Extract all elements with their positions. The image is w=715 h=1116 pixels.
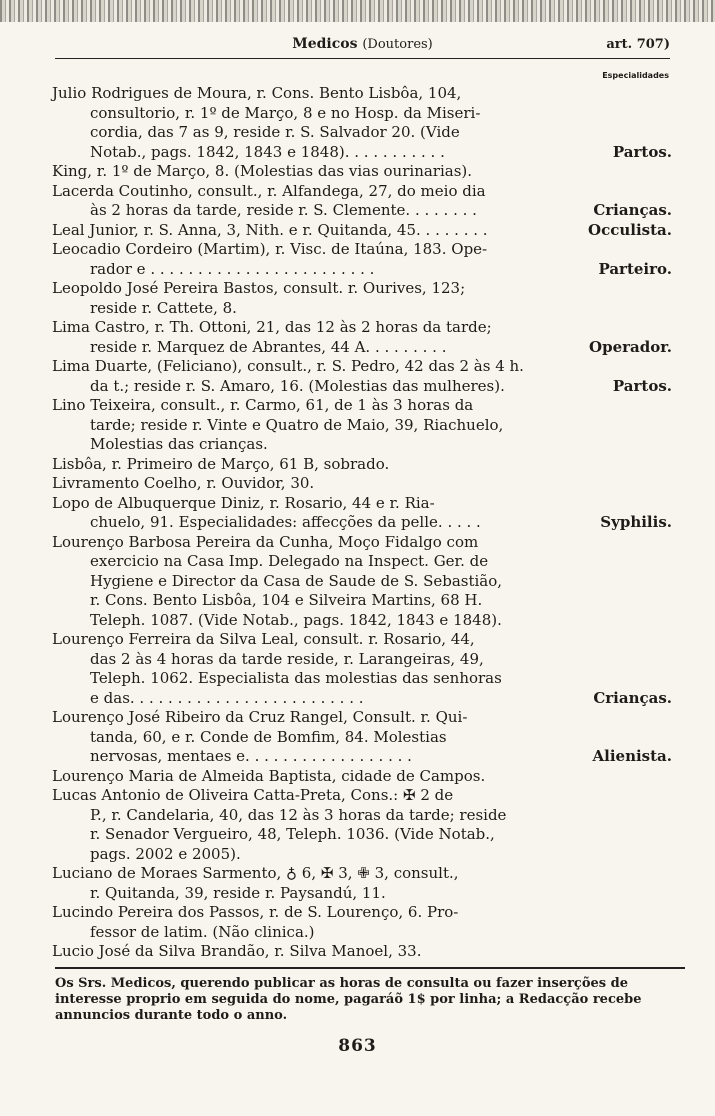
entry-line: Lisbôa, r. Primeiro de Março, 61 B, sobrado. bbox=[52, 454, 390, 473]
entry-line: r. Senador Vergueiro, 48, Teleph. 1036. (Vide Notab., bbox=[90, 825, 495, 843]
physician-entry bbox=[52, 357, 672, 396]
footer-notice: Os Srs. Medicos, querendo publicar as horas de consulta ou fazer inserções de interesse proprio em seguida do nome, pagaráõ 1$ por linha; a Redacção recebe annuncios durante todo o anno. bbox=[55, 976, 642, 1023]
physician-entry bbox=[52, 162, 672, 182]
entry-line: P., r. Candelaria, 40, das 12 às 3 horas da tarde; reside bbox=[90, 805, 507, 824]
physician-entry bbox=[52, 708, 672, 767]
entry-line: fessor de latim. (Não clinica.) bbox=[90, 922, 315, 941]
entry-line: Leopoldo José Pereira Bastos, consult. r. Ourives, 123; bbox=[52, 279, 466, 297]
entry-specialty: Partos. bbox=[609, 377, 672, 397]
physician-entry bbox=[52, 318, 672, 357]
entry-specialty: Occulista. bbox=[584, 221, 672, 241]
entry-line: Teleph. 1062. Especialista das molestias das senhoras bbox=[90, 669, 502, 687]
entry-line: Hygiene e Director da Casa de Saude de S. Sebastião, bbox=[90, 571, 503, 590]
entry-line: Lima Castro, r. Th. Ottoni, 21, das 12 às 2 horas da tarde; bbox=[52, 318, 492, 336]
entry-line: reside r. Cattete, 8. bbox=[90, 298, 237, 317]
entry-line: Luciano de Moraes Sarmento, ♁ 6, ✠ 3, ✙ 3, consult., bbox=[52, 864, 459, 882]
physician-entry bbox=[52, 182, 672, 221]
entry-line: Molestias das crianças. bbox=[90, 435, 268, 453]
entry-line: exercicio na Casa Imp. Delegado na Inspect. Ger. de bbox=[90, 552, 489, 570]
physician-entry bbox=[52, 903, 672, 942]
entry-line: chuelo, 91. Especialidades: affecções da pelle. . . . . bbox=[90, 513, 481, 531]
physician-entry bbox=[52, 84, 672, 162]
entry-line: Teleph. 1087. (Vide Notab., pags. 1842, 1843 e 1848). bbox=[90, 610, 502, 629]
entry-specialty: Crianças. bbox=[589, 689, 672, 709]
entry-line: Lino Teixeira, consult., r. Carmo, 61, de 1 às 3 horas da bbox=[52, 396, 474, 414]
entry-line: consultorio, r. 1º de Março, 8 e no Hosp. da Miseri- bbox=[90, 103, 481, 122]
header-title-text: Medicos bbox=[292, 36, 358, 52]
entry-line: r. Quitanda, 39, reside r. Paysandú, 11. bbox=[90, 883, 386, 902]
entry-line: cordia, das 7 as 9, reside r. S. Salvador 20. (Vide bbox=[90, 123, 460, 141]
entry-line: Leocadio Cordeiro (Martim), r. Visc. de Itaúna, 183. Ope- bbox=[52, 240, 488, 258]
page-header bbox=[55, 34, 670, 59]
entry-line: Lucio José da Silva Brandão, r. Silva Manoel, 33. bbox=[52, 942, 422, 960]
physician-entry bbox=[52, 396, 672, 455]
physician-entry bbox=[52, 221, 672, 241]
physician-entry bbox=[52, 630, 672, 708]
entry-line: tarde; reside r. Vinte e Quatro de Maio, 39, Riachuelo, bbox=[90, 415, 504, 434]
entry-line: e das. . . . . . . . . . . . . . . . . . . . . . . . . bbox=[90, 688, 364, 707]
specialty-column-label: Especialidades bbox=[602, 71, 669, 80]
entry-line: às 2 horas da tarde, reside r. S. Clemente. . . . . . . . bbox=[90, 201, 477, 219]
entry-line: Leal Junior, r. S. Anna, 3, Nith. e r. Quitanda, 45. . . . . . . . bbox=[52, 220, 488, 239]
physician-entry bbox=[52, 494, 672, 533]
entry-line: Julio Rodrigues de Moura, r. Cons. Bento Lisbôa, 104, bbox=[52, 84, 462, 102]
entry-line: Lourenço Barbosa Pereira da Cunha, Moço Fidalgo com bbox=[52, 532, 479, 551]
entry-line: Lucas Antonio de Oliveira Catta-Preta, Cons.: ✠ 2 de bbox=[52, 786, 454, 804]
entry-line: tanda, 60, e r. Conde de Bomfim, 84. Molestias bbox=[90, 727, 447, 746]
physician-entry bbox=[52, 767, 672, 787]
physician-list bbox=[52, 84, 672, 962]
entry-line: Lacerda Coutinho, consult., r. Alfandega, 27, do meio dia bbox=[52, 181, 486, 200]
entry-specialty: Partos. bbox=[609, 143, 672, 163]
entry-line: Lourenço Maria de Almeida Baptista, cidade de Campos. bbox=[52, 766, 486, 785]
article-number: art. 707) bbox=[606, 37, 670, 52]
scan-torn-edge bbox=[0, 0, 715, 22]
page-number: 863 bbox=[338, 1036, 377, 1056]
entry-line: das 2 às 4 horas da tarde reside, r. Larangeiras, 49, bbox=[90, 649, 484, 668]
entry-line: pags. 2002 e 2005). bbox=[90, 844, 241, 863]
physician-entry bbox=[52, 786, 672, 864]
entry-line: da t.; reside r. S. Amaro, 16. (Molestias das mulheres). bbox=[90, 376, 505, 395]
physician-entry bbox=[52, 240, 672, 279]
physician-entry bbox=[52, 279, 672, 318]
footer-divider bbox=[55, 967, 685, 969]
entry-line: Lourenço Ferreira da Silva Leal, consult. r. Rosario, 44, bbox=[52, 630, 475, 648]
physician-entry bbox=[52, 474, 672, 494]
entry-line: nervosas, mentaes e. . . . . . . . . . . . . . . . . . bbox=[90, 747, 412, 765]
entry-line: r. Cons. Bento Lisbôa, 104 e Silveira Martins, 68 H. bbox=[90, 591, 483, 609]
physician-entry bbox=[52, 533, 672, 631]
physician-entry bbox=[52, 942, 672, 962]
entry-line: Notab., pags. 1842, 1843 e 1848). . . . . . . . . . . bbox=[90, 142, 445, 161]
header-subtitle: (Doutores) bbox=[362, 37, 433, 52]
entry-specialty: Syphilis. bbox=[596, 513, 672, 533]
entry-line: Livramento Coelho, r. Ouvidor, 30. bbox=[52, 474, 315, 492]
entry-line: Lopo de Albuquerque Diniz, r. Rosario, 44 e r. Ria- bbox=[52, 493, 435, 512]
entry-specialty: Operador. bbox=[585, 338, 672, 358]
entry-line: King, r. 1º de Março, 8. (Molestias das vias ourinarias). bbox=[52, 162, 473, 180]
entry-line: Lima Duarte, (Feliciano), consult., r. S. Pedro, 42 das 2 às 4 h. bbox=[52, 357, 524, 375]
entry-line: rador e . . . . . . . . . . . . . . . . . . . . . . . . bbox=[90, 259, 375, 278]
entry-line: Lucindo Pereira dos Passos, r. de S. Lourenço, 6. Pro- bbox=[52, 903, 459, 921]
page-title bbox=[55, 36, 670, 52]
physician-entry bbox=[52, 864, 672, 903]
entry-specialty: Crianças. bbox=[589, 201, 672, 221]
entry-line: reside r. Marquez de Abrantes, 44 A. . . . . . . . . bbox=[90, 337, 447, 356]
physician-entry bbox=[52, 455, 672, 475]
entry-line: Lourenço José Ribeiro da Cruz Rangel, Consult. r. Qui- bbox=[52, 708, 468, 726]
entry-specialty: Alienista. bbox=[589, 747, 673, 767]
entry-specialty: Parteiro. bbox=[594, 260, 672, 280]
